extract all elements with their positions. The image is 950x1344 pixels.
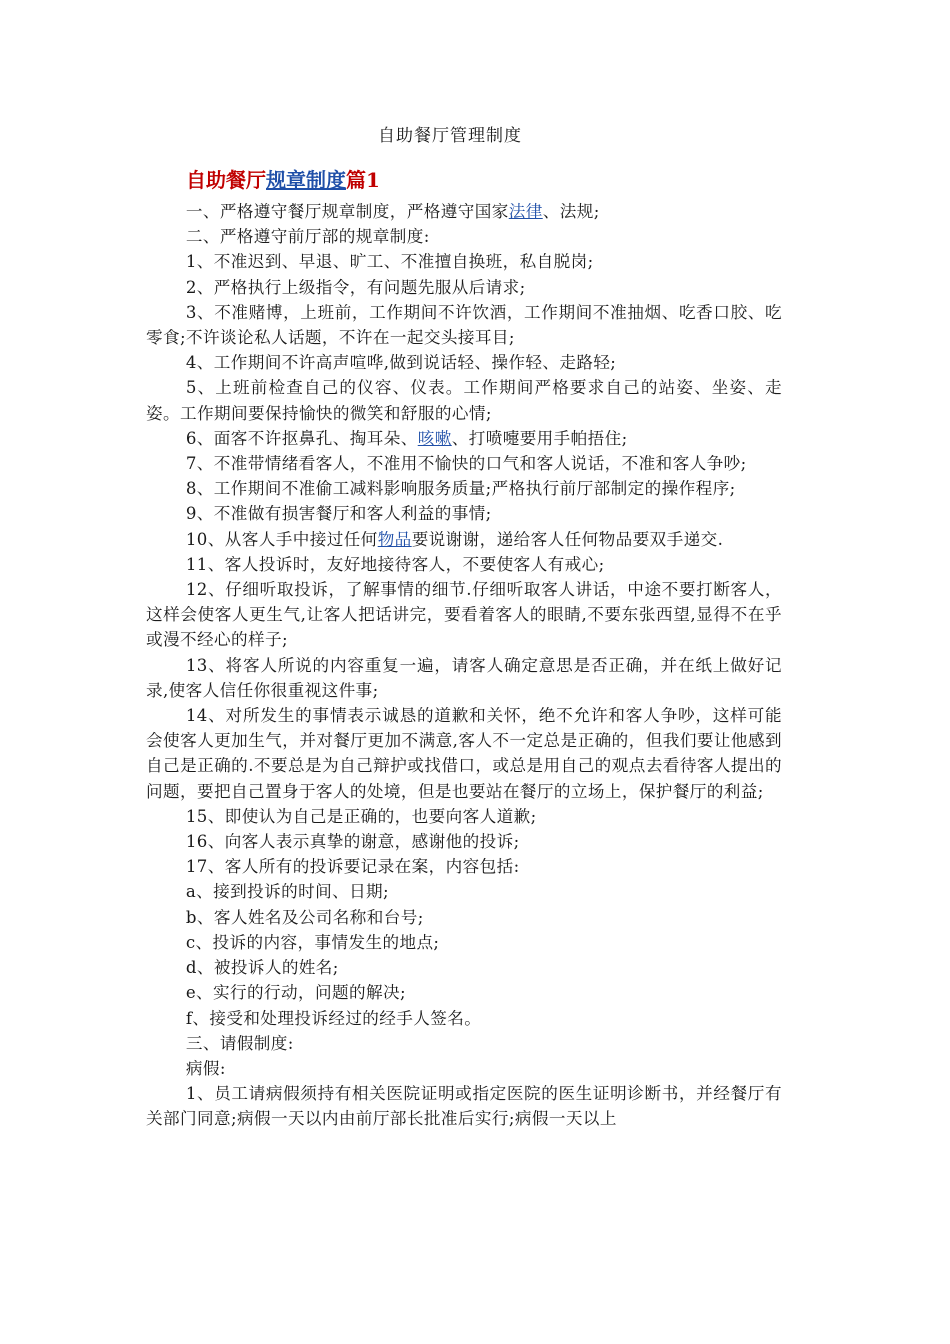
paragraph-text: 7、不准带情绪看客人，不准用不愉快的口气和客人说话，不准和客人争吵; <box>185 454 747 474</box>
paragraph-text: 8、工作期间不准偷工减料影响服务质量;严格执行前厅部制定的操作程序; <box>185 479 736 499</box>
paragraph-text: 16、向客人表示真挚的谢意，感谢他的投诉; <box>185 832 520 852</box>
paragraph <box>146 300 782 350</box>
paragraph-text: 13、将客人所说的内容重复一遍，请客人确定意思是否正确，并在纸上做好记录,使客人信任你很重视这件事; <box>146 655 782 700</box>
paragraph-text: 15、即使认为自己是正确的，也要向客人道歉; <box>185 806 537 826</box>
paragraph-text: 三、请假制度: <box>185 1033 294 1053</box>
paragraph <box>146 1081 782 1131</box>
paragraph <box>146 350 782 375</box>
inline-link[interactable]: 物品 <box>377 529 412 549</box>
paragraph-text: 14、对所发生的事情表示诚恳的道歉和关怀，绝不允许和客人争吵，这样可能会使客人更加生气，并对餐厅更加不满意,客人不一定总是正确的，但我们要让他感到自己是正确的.不要总是为自己辩护或找借口，或总是用自己的观点去看待客人提出的问题，要把自己置身于客人的处境，但是也要站在餐厅的立场上，保护餐厅的利益; <box>146 706 782 801</box>
paragraph-text: 11、客人投诉时，友好地接待客人，不要使客人有戒心; <box>185 554 605 574</box>
inline-link[interactable]: 法律 <box>508 202 543 221</box>
heading-suffix: 篇1 <box>346 168 380 192</box>
paragraph-text: 6、面客不许抠鼻孔、掏耳朵、 <box>185 428 418 448</box>
paragraph <box>146 1031 782 1056</box>
paragraph <box>146 905 782 930</box>
paragraph-text: 1、不准迟到、早退、旷工、不准擅自换班，私自脱岗; <box>185 252 594 272</box>
paragraph <box>146 199 782 224</box>
paragraph <box>146 955 782 980</box>
paragraph-text: 病假: <box>185 1058 226 1078</box>
paragraph <box>146 879 782 904</box>
document-title: 自助餐厅管理制度 <box>378 126 522 146</box>
paragraph <box>146 249 782 274</box>
paragraph-text: 一、严格遵守餐厅规章制度，严格遵守国家 <box>185 202 509 221</box>
heading-text: 自助餐厅 <box>186 168 266 192</box>
paragraph <box>146 1056 782 1081</box>
paragraph-text: 要说谢谢，递给客人任何物品要双手递交. <box>411 529 724 549</box>
paragraph-text: 、打喷嚏要用手帕捂住; <box>451 428 628 448</box>
paragraph <box>146 653 782 703</box>
paragraph <box>146 375 782 425</box>
inline-link[interactable]: 咳嗽 <box>417 428 452 448</box>
heading-link[interactable]: 规章制度 <box>266 168 346 192</box>
paragraph <box>146 552 782 577</box>
paragraph-text: e、实行的行动，问题的解决; <box>185 983 406 1003</box>
paragraph <box>146 804 782 829</box>
paragraph-text: 17、客人所有的投诉要记录在案，内容包括: <box>185 857 520 877</box>
paragraph-text: 2、严格执行上级指令，有问题先服从后请求; <box>185 277 526 297</box>
paragraph <box>146 854 782 879</box>
paragraph-text: f、接受和处理投诉经过的经手人签名。 <box>185 1008 482 1028</box>
paragraph <box>146 703 782 804</box>
paragraph-text: b、客人姓名及公司名称和台号; <box>185 907 424 927</box>
paragraph-text: 、法规; <box>542 202 600 221</box>
paragraph <box>146 577 782 653</box>
paragraph <box>146 451 782 476</box>
paragraph-text: d、被投诉人的姓名; <box>185 958 339 978</box>
paragraph <box>146 501 782 526</box>
paragraph-text: 12、仔细听取投诉，了解事情的细节.仔细听取客人讲话，中途不要打断客人，这样会使客人更生气,让客人把话讲完，要看着客人的眼睛,不要东张西望,显得不在乎或漫不经心的样子; <box>146 580 782 650</box>
paragraph <box>146 426 782 451</box>
paragraph <box>146 980 782 1005</box>
paragraph-text: 10、从客人手中接过任何 <box>185 529 378 549</box>
paragraph <box>146 930 782 955</box>
paragraph-text: 1、员工请病假须持有相关医院证明或指定医院的医生证明诊断书，并经餐厅有关部门同意;病假一天以内由前厅部长批准后实行;病假一天以上 <box>146 1084 782 1129</box>
paragraph <box>146 224 782 249</box>
paragraph-text: a、接到投诉的时间、日期; <box>185 882 390 902</box>
document-body <box>146 199 782 1132</box>
paragraph <box>146 829 782 854</box>
paragraph-text: 4、工作期间不许高声喧哗,做到说话轻、操作轻、走路轻; <box>185 353 617 373</box>
paragraph <box>146 476 782 501</box>
paragraph <box>146 1006 782 1031</box>
paragraph <box>146 527 782 552</box>
paragraph-text: 9、不准做有损害餐厅和客人利益的事情; <box>185 504 492 524</box>
section-heading <box>186 165 380 195</box>
paragraph-text: 5、上班前检查自己的仪容、仪表。工作期间严格要求自己的站姿、坐姿、走姿。工作期间要保持愉快的微笑和舒服的心情; <box>146 378 782 423</box>
paragraph <box>146 275 782 300</box>
paragraph-text: 3、不准赌博，上班前，工作期间不许饮酒，工作期间不准抽烟、吃香口胶、吃零食;不许谈论私人话题，不许在一起交头接耳目; <box>146 302 782 348</box>
paragraph-text: c、投诉的内容，事情发生的地点; <box>185 932 440 952</box>
paragraph-text: 二、严格遵守前厅部的规章制度: <box>185 227 430 247</box>
